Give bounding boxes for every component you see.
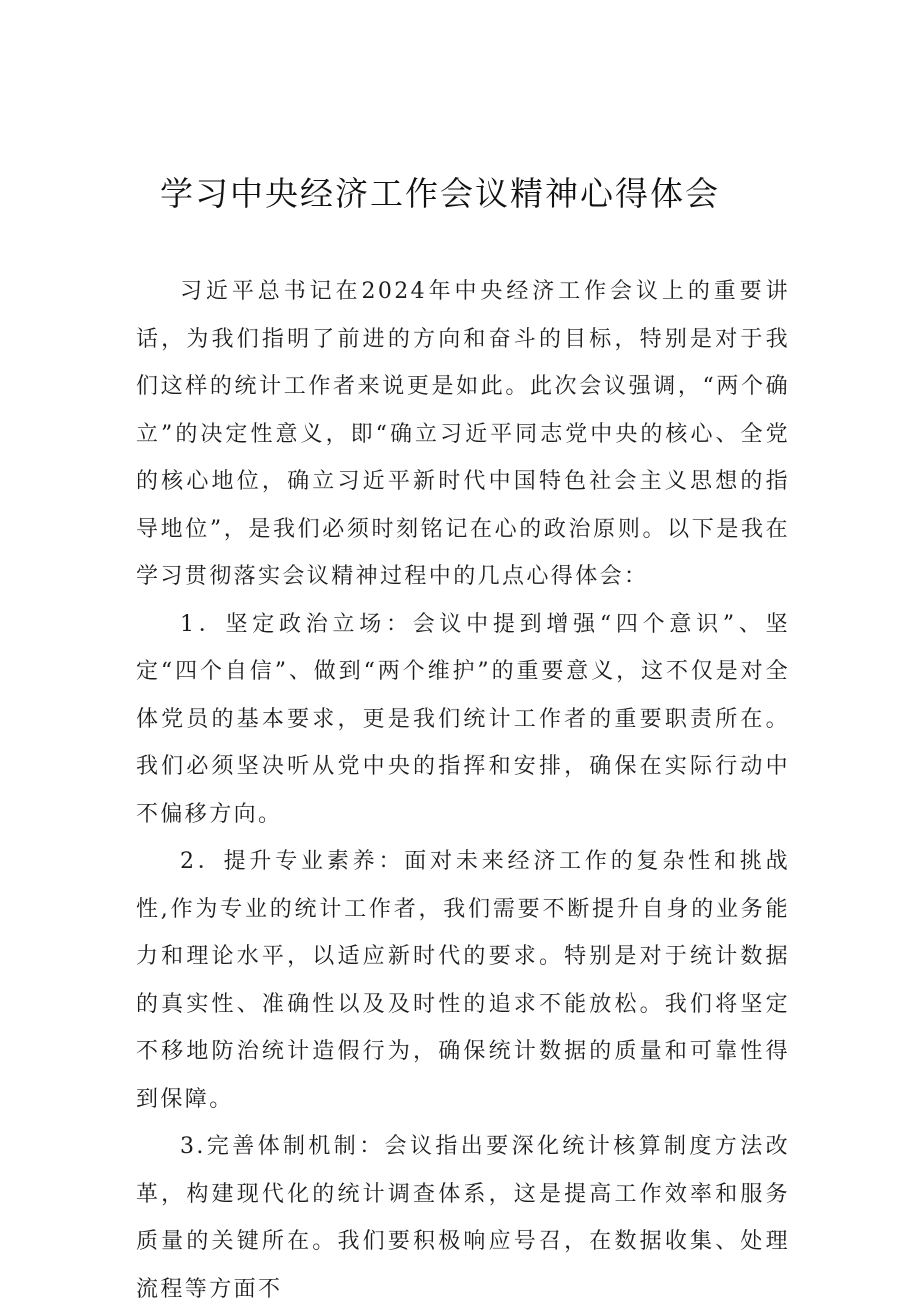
document-title: 学习中央经济工作会议精神心得体会: [160, 174, 720, 213]
point-2-paragraph: 2．提升专业素养：面对未来经济工作的复杂性和挑战性,作为专业的统计工作者，我们需要不断提升自身的业务能力和理论水平，以适应新时代的要求。特别是对于统计数据的真实性、准确性以及及时性的追求不能放松。我们将坚定不移地防治统计造假行为，确保统计数据的质量和可靠性得到保障。: [136, 849, 790, 1112]
point-3-paragraph: 3.完善体制机制：会议指出要深化统计核算制度方法改革，构建现代化的统计调查体系，这是提高工作效率和服务质量的关键所在。我们要积极响应号召，在数据收集、处理流程等方面不: [136, 1134, 790, 1302]
point-1-paragraph: 1．坚定政治立场：会议中提到增强“四个意识”、坚定“四个自信”、做到“两个维护”的重要意义，这不仅是对全体党员的基本要求，更是我们统计工作者的重要职责所在。我们必须坚决听从党中央的指挥和安排，确保在实际行动中不偏移方向。: [136, 611, 790, 827]
document-body: [136, 268, 790, 1313]
intro-paragraph: 习近平总书记在2024年中央经济工作会议上的重要讲话，为我们指明了前进的方向和奋斗的目标，特别是对于我们这样的统计工作者来说更是如此。此次会议强调，“两个确立”的决定性意义，即“确立习近平同志党中央的核心、全党的核心地位，确立习近平新时代中国特色社会主义思想的指导地位”，是我们必须时刻铭记在心的政治原则。以下是我在学习贯彻落实会议精神过程中的几点心得体会：: [136, 279, 790, 589]
